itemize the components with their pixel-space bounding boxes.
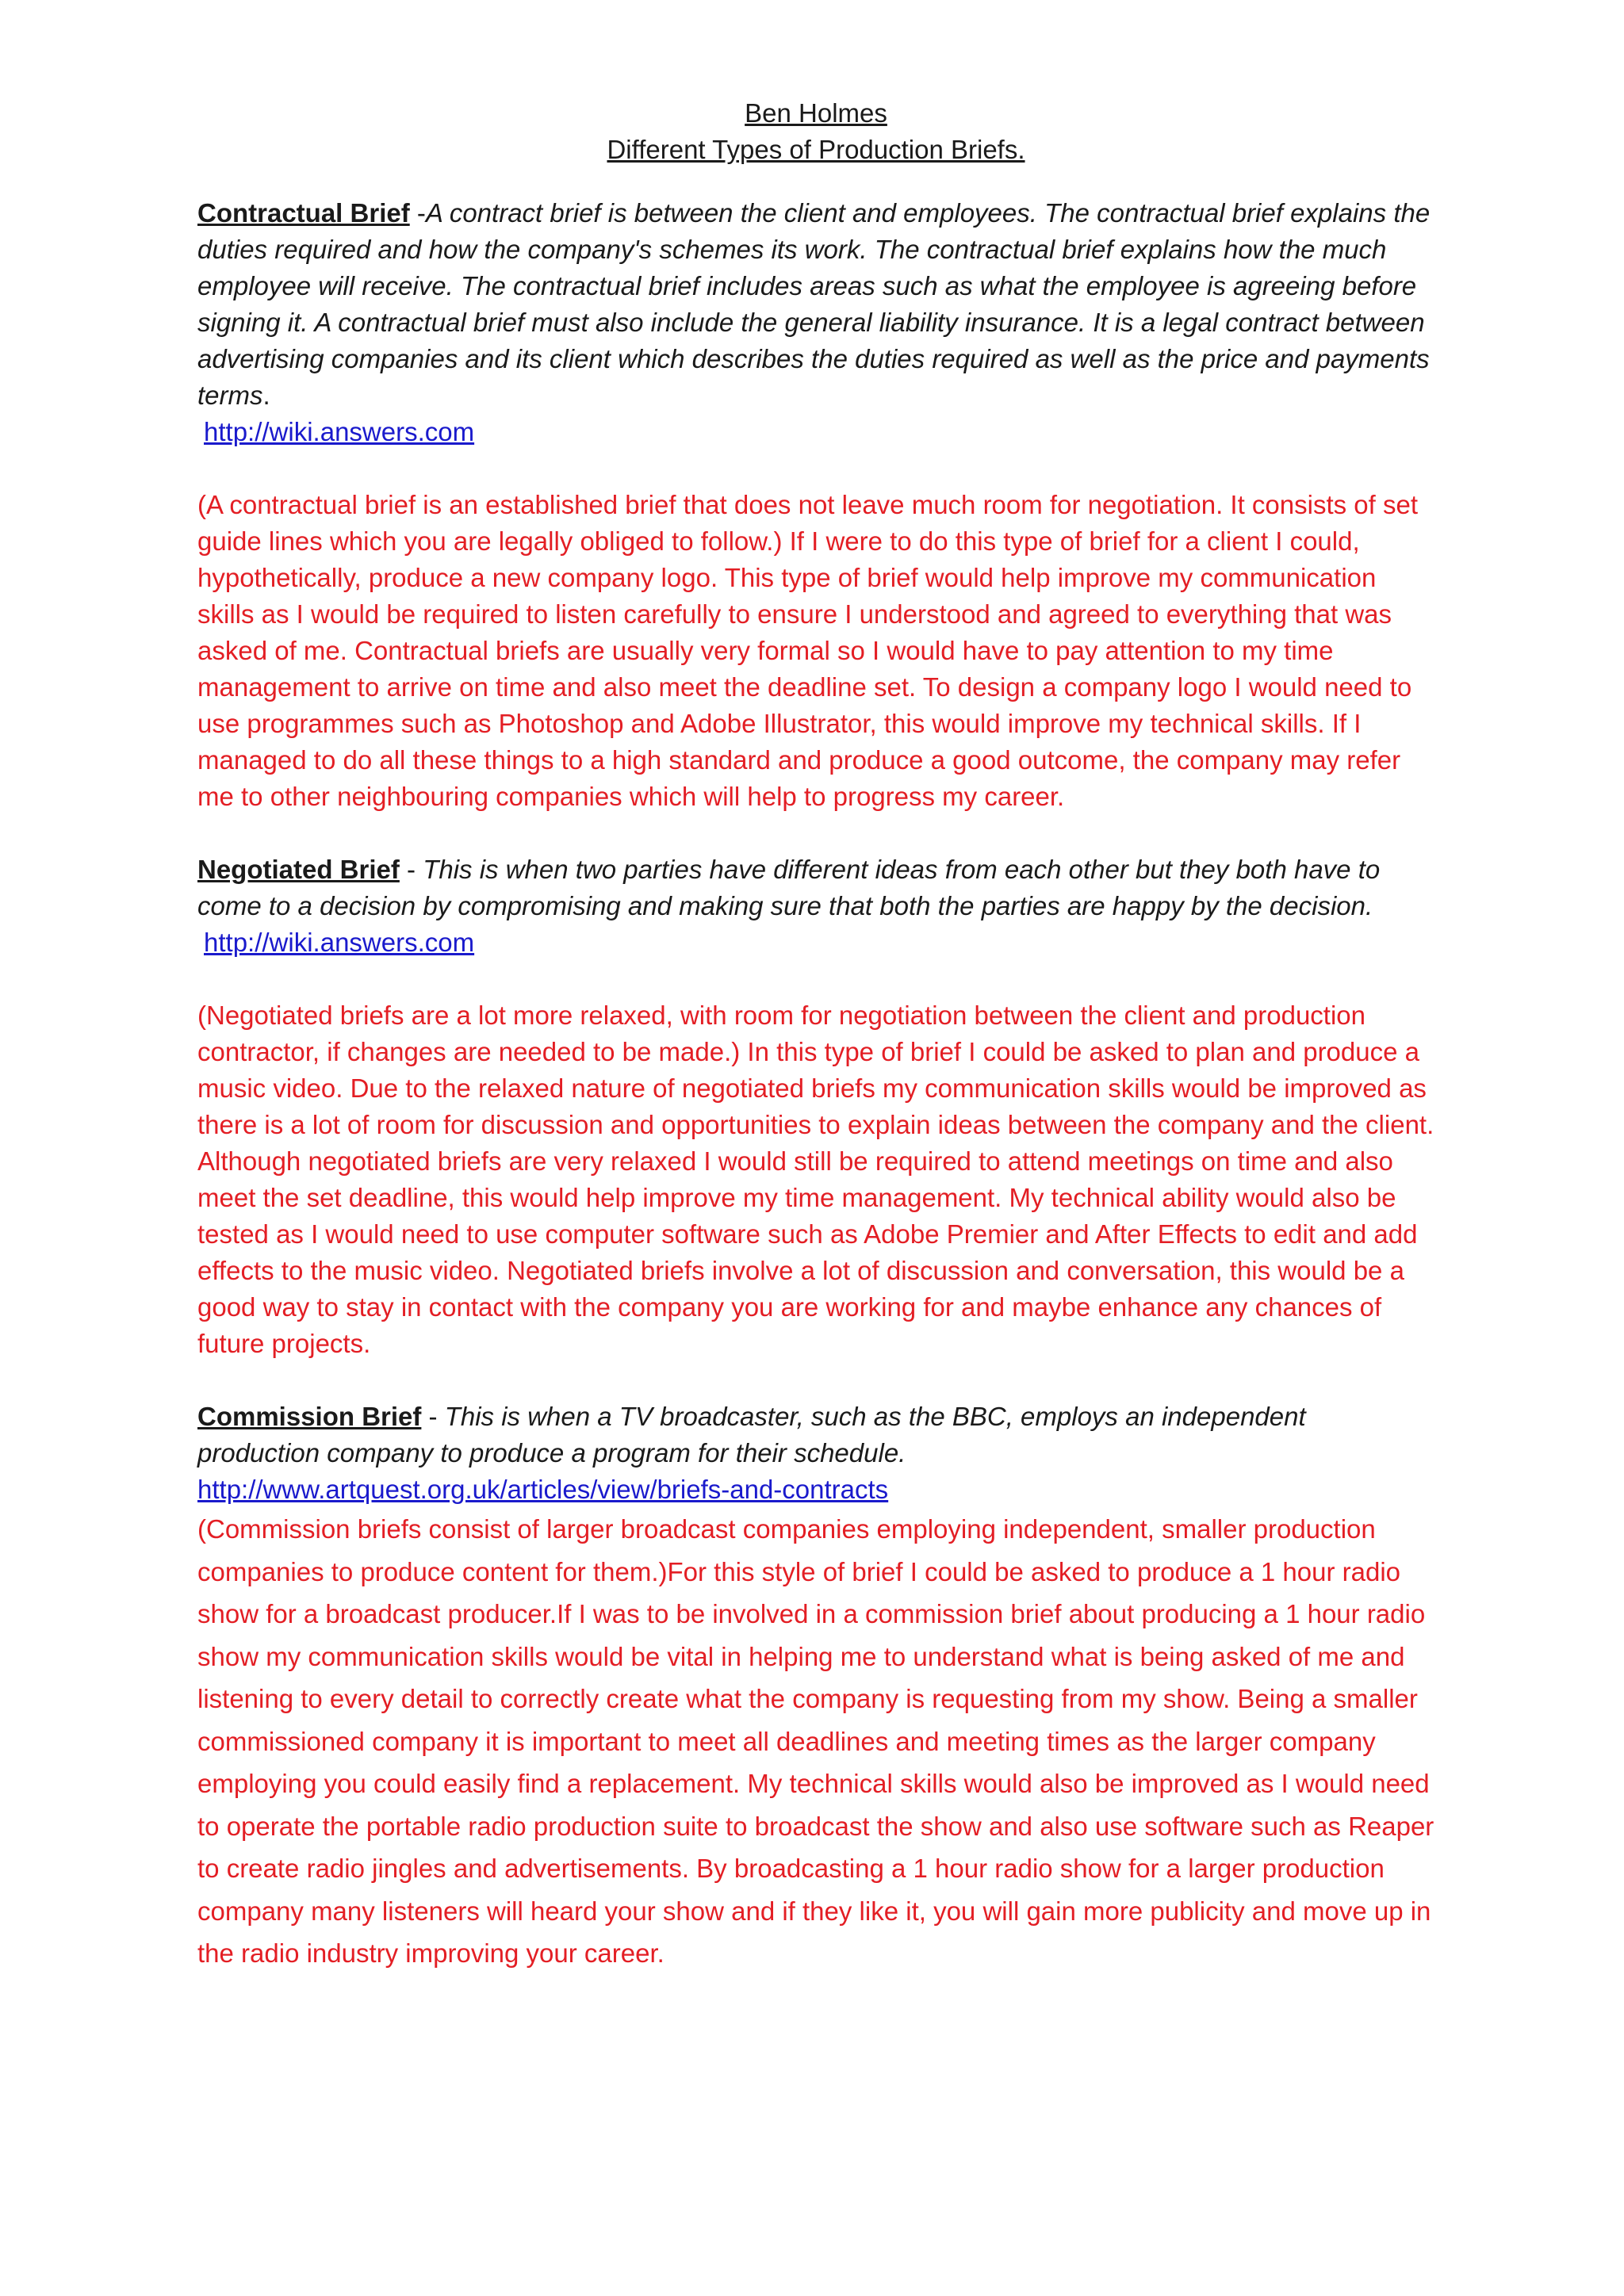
document-title: Different Types of Production Briefs.	[607, 135, 1025, 164]
document-header	[197, 95, 1434, 168]
source-link[interactable]: http://wiki.answers.com	[204, 417, 475, 446]
heading-separator: -	[409, 198, 426, 228]
source-link[interactable]: http://wiki.answers.com	[204, 928, 475, 957]
spacer	[197, 450, 1434, 487]
document-page	[197, 95, 1434, 1975]
section-intro	[197, 1399, 1434, 1471]
heading-separator: -	[399, 855, 423, 884]
section-description: This is when two parties have different ideas from each other but they both have to come to a decision by compromising and making sure that both the parties are happy by the decision.	[197, 855, 1381, 920]
spacer	[197, 961, 1434, 997]
spacer	[197, 1362, 1434, 1399]
description-end: .	[262, 381, 270, 410]
author-name: Ben Holmes	[745, 98, 887, 128]
spacer	[197, 815, 1434, 851]
section-body: (Commission briefs consist of larger broadcast companies employing independent, smaller production companies to produce content for them.)For this style of brief I could be asked to produce a 1 hour radio show for a broadcast producer.If I was to be involved in a commission brief about producing a 1 hour radio show my communication skills would be vital in helping me to understand what is being asked of me and listening to every detail to correctly create what the company is requesting from my show. Being a smaller commissioned company it is important to meet all deadlines and meeting times as the larger company employing you could easily find a replacement. My technical skills would also be improved as I would need to operate the portable radio production suite to broadcast the show and also use software such as Reaper to create radio jingles and advertisements. By broadcasting a 1 hour radio show for a larger production company many listeners will heard your show and if they like it, you will gain more publicity and move up in the radio industry improving your career.	[197, 1514, 1434, 1968]
section-heading: Commission Brief	[197, 1402, 422, 1431]
source-link[interactable]: http://www.artquest.org.uk/articles/view/briefs-and-contracts	[197, 1475, 889, 1504]
section-contractual-brief	[197, 195, 1434, 815]
heading-separator: -	[421, 1402, 445, 1431]
section-body: (A contractual brief is an established brief that does not leave much room for negotiation. It consists of set guide lines which you are legally obliged to follow.) If I were to do this type of brief for a client I could, hypothetically, produce a new company logo. This type of brief would help improve my communication skills as I would be required to listen carefully to ensure I understood and agreed to everything that was asked of me. Contractual briefs are usually very formal so I would have to pay attention to my time management to arrive on time and also meet the deadline set. To design a company logo I would need to use programmes such as Photoshop and Adobe Illustrator, this would improve my technical skills. If I managed to do all these things to a high standard and produce a good outcome, the company may refer me to other neighbouring companies which will help to progress my career.	[197, 490, 1418, 811]
section-heading: Contractual Brief	[197, 198, 410, 228]
section-description: A contract brief is between the client and employees. The contractual brief explains the duties required and how the company's schemes its work. The contractual brief explains how the much employee will receive. The contractual brief includes areas such as what the employee is agreeing before signing it. A contractual brief must also include the general liability insurance. It is a legal contract between advertising companies and its client which describes the duties required as well as the price and payments terms	[197, 198, 1431, 410]
section-intro	[197, 195, 1434, 414]
section-intro	[197, 851, 1434, 924]
section-negotiated-brief	[197, 851, 1434, 1362]
section-commission-brief	[197, 1399, 1434, 1975]
section-heading: Negotiated Brief	[197, 855, 400, 884]
section-body: (Negotiated briefs are a lot more relaxed, with room for negotiation between the client and production contractor, if changes are needed to be made.) In this type of brief I could be asked to plan and produce a music video. Due to the relaxed nature of negotiated briefs my communication skills would be improved as there is a lot of room for discussion and opportunities to explain ideas between the company and the client. Although negotiated briefs are very relaxed I would still be required to attend meetings on time and also meet the set deadline, this would help improve my time management. My technical ability would also be tested as I would need to use computer software such as Adobe Premier and After Effects to edit and add effects to the music video. Negotiated briefs involve a lot of discussion and conversation, this would be a good way to stay in contact with the company you are working for and maybe enhance any chances of future projects.	[197, 1001, 1434, 1358]
section-description: This is when a TV broadcaster, such as the BBC, employs an independent production company to produce a program for their schedule.	[197, 1402, 1306, 1468]
